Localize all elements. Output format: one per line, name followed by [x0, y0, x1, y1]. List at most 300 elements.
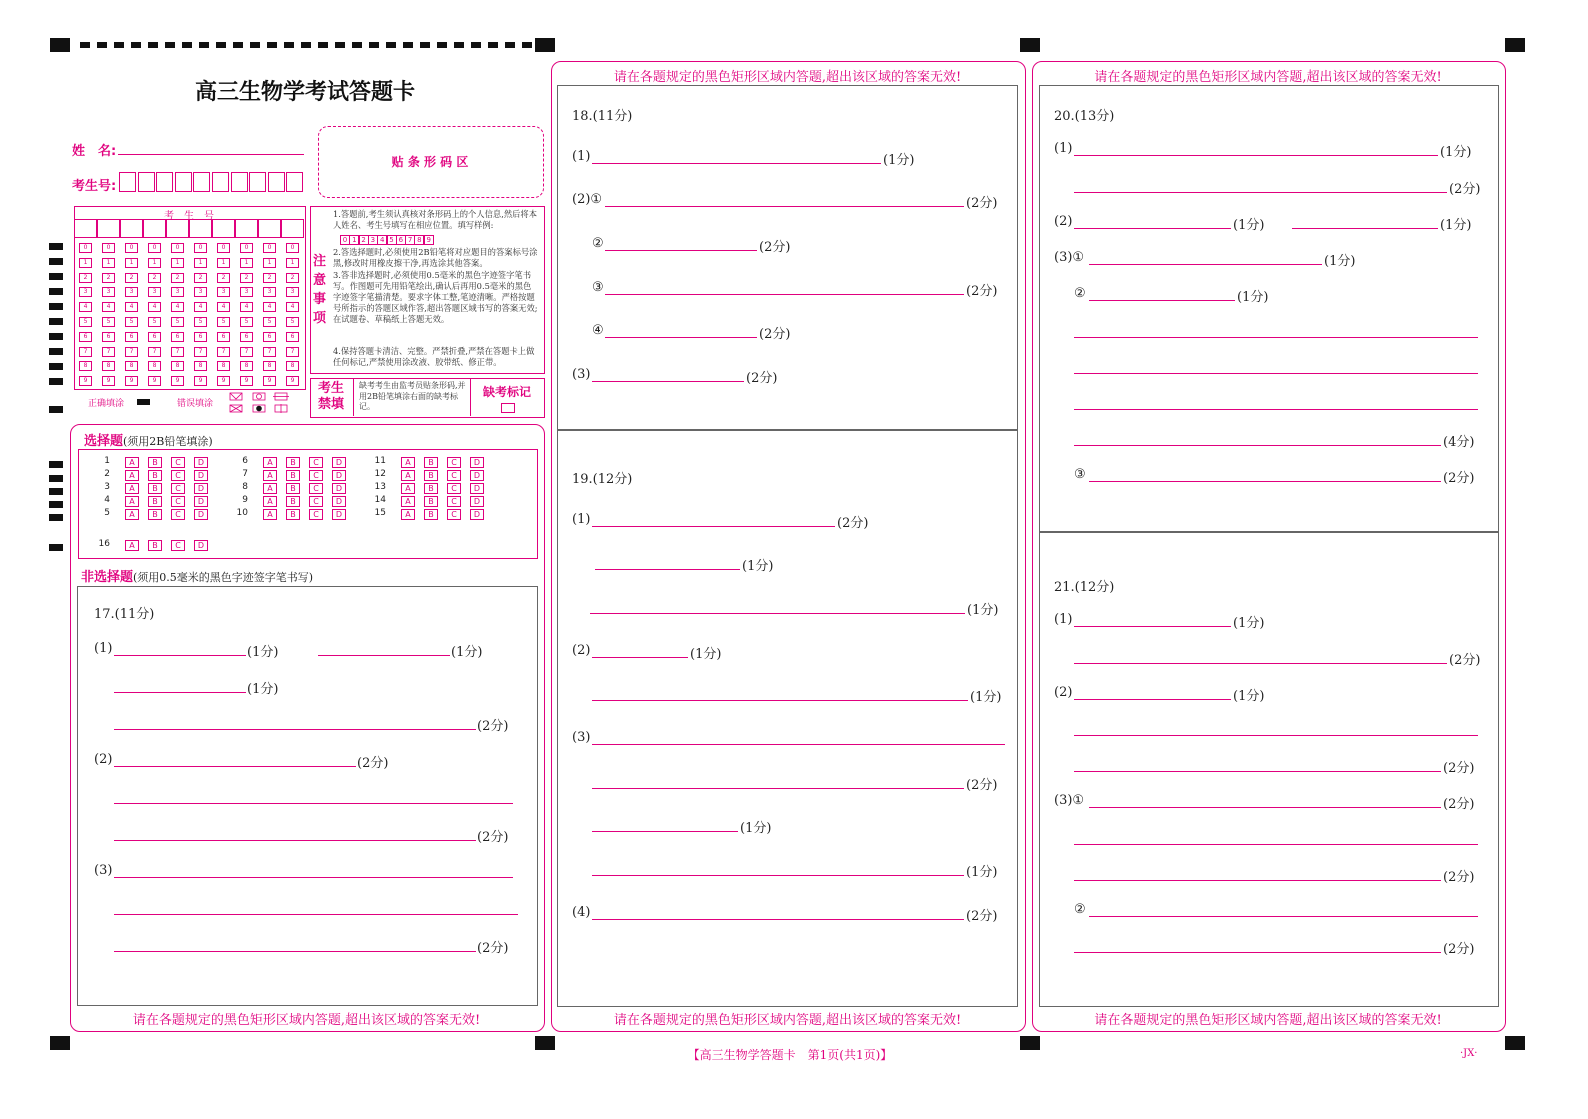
- exam-no-bubble[interactable]: 7: [217, 347, 230, 357]
- choice-option-bubble[interactable]: A: [125, 509, 139, 520]
- exam-no-write-cell[interactable]: [97, 219, 120, 238]
- choice-option-bubble[interactable]: D: [470, 483, 484, 494]
- q17-answer-line[interactable]: [114, 729, 476, 730]
- q21-answer-line[interactable]: [1074, 699, 1231, 700]
- exam-no-bubble[interactable]: 8: [102, 361, 115, 371]
- exam-no-bubble[interactable]: 7: [171, 347, 184, 357]
- exam-no-bubble[interactable]: 9: [194, 376, 207, 386]
- exam-no-bubble[interactable]: 9: [286, 376, 299, 386]
- exam-no-bubble[interactable]: 3: [194, 287, 207, 297]
- exam-no-bubble[interactable]: 1: [286, 258, 299, 268]
- exam-no-bubble[interactable]: 7: [148, 347, 161, 357]
- choice-answer-box: [78, 449, 538, 559]
- q17-score: (2分): [357, 756, 389, 771]
- absent-text: 缺考考生由监考员贴条形码,并用2B铅笔填涂右面的缺考标记。: [359, 381, 466, 411]
- timing-dash: [80, 42, 90, 48]
- exam-no-bubble[interactable]: 0: [125, 243, 138, 253]
- exam-no-write-cell[interactable]: [281, 219, 304, 238]
- exam-no-bubble[interactable]: 8: [194, 361, 207, 371]
- exam-no-write-cell[interactable]: [74, 219, 97, 238]
- exam-no-bubble[interactable]: 8: [286, 361, 299, 371]
- exam-no-bubble[interactable]: 5: [263, 317, 276, 327]
- exam-no-bubble[interactable]: 1: [125, 258, 138, 268]
- q19-score: (2分): [966, 778, 998, 793]
- exam-no-bubble[interactable]: 4: [217, 302, 230, 312]
- choice-option-bubble[interactable]: C: [309, 457, 323, 468]
- exam-no-bubble[interactable]: 9: [125, 376, 138, 386]
- exam-no-bubble[interactable]: 2: [263, 273, 276, 283]
- exam-no-bubble[interactable]: 1: [263, 258, 276, 268]
- exam-no-bubble[interactable]: 1: [194, 258, 207, 268]
- exam-no-bubble[interactable]: 5: [79, 317, 92, 327]
- choice-option-bubble[interactable]: C: [447, 483, 461, 494]
- choice-option-bubble[interactable]: B: [148, 483, 162, 494]
- exam-no-bubble[interactable]: 5: [194, 317, 207, 327]
- exam-no-write-cell[interactable]: [258, 219, 281, 238]
- choice-option-bubble[interactable]: A: [125, 470, 139, 481]
- choice-option-bubble[interactable]: A: [263, 496, 277, 507]
- barcode-label: 贴 条 形 码 区: [391, 155, 469, 169]
- q20-answer-line[interactable]: [1074, 445, 1441, 446]
- fill-sample-digit: 8: [414, 235, 424, 245]
- exam-no-bubble[interactable]: 2: [286, 273, 299, 283]
- exam-no-bubble[interactable]: 0: [102, 243, 115, 253]
- q19-answer-line[interactable]: [592, 831, 738, 832]
- choice-option-bubble[interactable]: D: [470, 496, 484, 507]
- exam-no-bubble[interactable]: 4: [102, 302, 115, 312]
- q20-score: (2分): [1443, 471, 1475, 486]
- choice-option-bubble[interactable]: B: [286, 483, 300, 494]
- exam-no-digit-box[interactable]: [119, 172, 136, 192]
- position-mark-bm1: [535, 1036, 555, 1050]
- choice-option-bubble[interactable]: D: [470, 457, 484, 468]
- exam-no-bubble[interactable]: 9: [79, 376, 92, 386]
- notes-label: 注 意 事 项: [313, 254, 327, 326]
- q19-answer-line[interactable]: [592, 526, 835, 527]
- choice-option-bubble[interactable]: A: [125, 457, 139, 468]
- exam-no-bubble[interactable]: 2: [240, 273, 253, 283]
- timing-side-mark: [49, 378, 63, 385]
- q19-answer-line[interactable]: [590, 613, 965, 614]
- q21-score: (1分): [1233, 689, 1265, 704]
- q20-answer-line[interactable]: [1089, 481, 1441, 482]
- exam-no-bubble[interactable]: 8: [217, 361, 230, 371]
- choice-option-bubble[interactable]: A: [263, 483, 277, 494]
- timing-side-mark: [49, 514, 63, 521]
- choice-option-bubble[interactable]: D: [194, 457, 208, 468]
- exam-no-bubble[interactable]: 3: [171, 287, 184, 297]
- exam-no-bubble[interactable]: 2: [125, 273, 138, 283]
- q21-answer-line[interactable]: [1074, 735, 1478, 736]
- exam-no-digit-box[interactable]: [231, 172, 248, 192]
- notes-item-4: 4.保持答题卡清洁、完整。严禁折叠,严禁在答题卡上做任何标记,严禁使用涂改液、胶带纸、修正带。: [333, 346, 535, 367]
- choice-option-bubble[interactable]: C: [309, 509, 323, 520]
- exam-no-bubble[interactable]: 4: [194, 302, 207, 312]
- exam-no-bubble[interactable]: 0: [79, 243, 92, 253]
- choice-option-bubble[interactable]: B: [424, 470, 438, 481]
- exam-no-bubble[interactable]: 0: [194, 243, 207, 253]
- exam-no-bubble[interactable]: 7: [240, 347, 253, 357]
- q20-answer-line[interactable]: [1089, 264, 1322, 265]
- q21-answer-line[interactable]: [1074, 626, 1231, 627]
- q21-answer-line[interactable]: [1074, 952, 1441, 953]
- q18-answer-line[interactable]: [605, 250, 757, 251]
- q18-score: (2分): [966, 196, 998, 211]
- choice-option-bubble[interactable]: D: [332, 457, 346, 468]
- notes-item-2: 2.答选择题时,必须使用2B铅笔将对应题目的答案标号涂黑,修改时用橡皮擦干净,再选涂其他答案。: [333, 247, 538, 268]
- q20-title: 20.(13分): [1054, 109, 1115, 124]
- timing-side-mark: [49, 333, 63, 340]
- choice-option-bubble[interactable]: A: [401, 470, 415, 481]
- exam-no-bubble[interactable]: 5: [125, 317, 138, 327]
- choice-question-number: 12: [374, 469, 386, 479]
- q17-answer-line[interactable]: [114, 951, 476, 952]
- q20-answer-line[interactable]: [1089, 300, 1235, 301]
- exam-no-bubble[interactable]: 0: [148, 243, 161, 253]
- exam-no-bubble[interactable]: 4: [125, 302, 138, 312]
- exam-no-bubble[interactable]: 4: [263, 302, 276, 312]
- exam-no-write-cell[interactable]: [143, 219, 166, 238]
- exam-no-bubble[interactable]: 9: [171, 376, 184, 386]
- exam-no-bubble[interactable]: 7: [79, 347, 92, 357]
- exam-no-bubble[interactable]: 9: [102, 376, 115, 386]
- q19-answer-line[interactable]: [592, 700, 968, 701]
- timing-dash: [97, 42, 107, 48]
- exam-no-bubble[interactable]: 7: [263, 347, 276, 357]
- exam-no-digit-box[interactable]: [249, 172, 266, 192]
- exam-no-bubble[interactable]: 5: [171, 317, 184, 327]
- choice-option-bubble[interactable]: A: [125, 496, 139, 507]
- q21-score: (2分): [1443, 870, 1475, 885]
- fill-sample-digit: 9: [424, 235, 434, 245]
- q18-answer-line[interactable]: [592, 163, 881, 164]
- q19-part3-label: (3): [572, 730, 591, 745]
- exam-no-bubble[interactable]: 6: [286, 332, 299, 342]
- q19-part2-label: (2): [572, 643, 591, 658]
- choice-option-bubble[interactable]: C: [171, 470, 185, 481]
- q19-part1-label: (1): [572, 512, 591, 527]
- exam-no-bubble[interactable]: 1: [171, 258, 184, 268]
- timing-side-mark: [49, 461, 63, 468]
- exam-no-write-cell[interactable]: [189, 219, 212, 238]
- choice-option-bubble[interactable]: B: [424, 496, 438, 507]
- q19-answer-line[interactable]: [592, 919, 964, 920]
- exam-no-bubble[interactable]: 4: [240, 302, 253, 312]
- exam-no-bubble[interactable]: 8: [148, 361, 161, 371]
- exam-no-digit-box[interactable]: [193, 172, 210, 192]
- exam-no-bubble[interactable]: 5: [148, 317, 161, 327]
- exam-no-bubble[interactable]: 4: [148, 302, 161, 312]
- exam-no-bubble[interactable]: 6: [263, 332, 276, 342]
- choice-option-bubble[interactable]: D: [470, 509, 484, 520]
- exam-no-bubble[interactable]: 8: [263, 361, 276, 371]
- q19-score: (1分): [967, 603, 999, 618]
- choice-option-bubble[interactable]: D: [194, 496, 208, 507]
- timing-dash: [267, 42, 277, 48]
- choice-option-bubble[interactable]: C: [447, 457, 461, 468]
- exam-no-bubble[interactable]: 5: [217, 317, 230, 327]
- exam-no-bubble[interactable]: 3: [148, 287, 161, 297]
- q17-title: 17.(11分): [94, 607, 155, 622]
- choice-question-number: 3: [104, 482, 110, 492]
- q21-answer-line[interactable]: [1074, 663, 1447, 664]
- choice-option-bubble[interactable]: B: [148, 457, 162, 468]
- warning-text-right-top: 请在各题规定的黑色矩形区域内答题,超出该区域的答案无效!: [1094, 70, 1442, 85]
- exam-no-bubble[interactable]: 9: [263, 376, 276, 386]
- exam-no-bubble[interactable]: 6: [194, 332, 207, 342]
- exam-no-write-cell[interactable]: [212, 219, 235, 238]
- choice-option-bubble[interactable]: C: [309, 483, 323, 494]
- exam-no-bubble[interactable]: 1: [240, 258, 253, 268]
- q20-answer-line[interactable]: [1074, 373, 1478, 374]
- q20-answer-line[interactable]: [1074, 192, 1447, 193]
- choice-option-bubble[interactable]: C: [171, 457, 185, 468]
- q17-score: (1分): [247, 645, 279, 660]
- choice-option-bubble[interactable]: D: [194, 483, 208, 494]
- choice-option-bubble[interactable]: A: [263, 457, 277, 468]
- exam-no-bubble[interactable]: 2: [194, 273, 207, 283]
- exam-no-bubble[interactable]: 8: [125, 361, 138, 371]
- correct-fill-label: 正确填涂: [88, 399, 125, 409]
- q17-part3-label: (3): [94, 863, 113, 878]
- exam-no-bubble[interactable]: 0: [263, 243, 276, 253]
- exam-no-bubble[interactable]: 0: [240, 243, 253, 253]
- q20-answer-line[interactable]: [1074, 337, 1478, 338]
- exam-no-bubble[interactable]: 1: [148, 258, 161, 268]
- exam-no-bubble[interactable]: 6: [217, 332, 230, 342]
- choice-option-bubble[interactable]: B: [148, 509, 162, 520]
- q20-answer-line[interactable]: [1292, 228, 1438, 229]
- q18-answer-line[interactable]: [592, 381, 744, 382]
- notes-item-1: 1.答题前,考生须认真核对条形码上的个人信息,然后将本人姓名、考生号填写在相应位置。填写样例:: [333, 209, 538, 230]
- choice-option-bubble[interactable]: C: [171, 496, 185, 507]
- choice-option-bubble[interactable]: B: [148, 496, 162, 507]
- q20-box: [1039, 85, 1499, 533]
- exam-no-digit-box[interactable]: [138, 172, 155, 192]
- q21-answer-line[interactable]: [1089, 916, 1478, 917]
- exam-no-bubble[interactable]: 3: [240, 287, 253, 297]
- q19-answer-line[interactable]: [592, 744, 1005, 745]
- exam-no-bubble[interactable]: 1: [79, 258, 92, 268]
- q20-part2-label: (2): [1054, 214, 1073, 229]
- choice-option-bubble[interactable]: D: [332, 496, 346, 507]
- choice-option-bubble[interactable]: A: [401, 496, 415, 507]
- q17-answer-line[interactable]: [114, 803, 513, 804]
- exam-no-bubble[interactable]: 5: [102, 317, 115, 327]
- q17-answer-line[interactable]: [114, 914, 518, 915]
- choice-option-bubble[interactable]: A: [125, 540, 139, 551]
- timing-dash: [335, 42, 345, 48]
- exam-no-bubble[interactable]: 6: [125, 332, 138, 342]
- choice-option-bubble[interactable]: D: [194, 540, 208, 551]
- timing-dash: [114, 42, 124, 48]
- exam-no-bubble[interactable]: 6: [148, 332, 161, 342]
- exam-no-bubble[interactable]: 3: [102, 287, 115, 297]
- q21-answer-line[interactable]: [1074, 844, 1478, 845]
- choice-option-bubble[interactable]: D: [194, 509, 208, 520]
- q17-answer-line[interactable]: [114, 655, 246, 656]
- choice-option-bubble[interactable]: D: [332, 509, 346, 520]
- q17-answer-line[interactable]: [318, 655, 450, 656]
- exam-no-bubble[interactable]: 8: [79, 361, 92, 371]
- timing-dash: [182, 42, 192, 48]
- choice-option-bubble[interactable]: D: [194, 470, 208, 481]
- choice-option-bubble[interactable]: B: [286, 457, 300, 468]
- q19-answer-line[interactable]: [592, 788, 964, 789]
- exam-no-bubble[interactable]: 3: [286, 287, 299, 297]
- choice-question-number: 2: [104, 469, 110, 479]
- q20-part3-sub3-label: ③: [1074, 467, 1086, 482]
- q18-box: [557, 85, 1018, 431]
- choice-option-bubble[interactable]: B: [424, 457, 438, 468]
- exam-no-digit-box[interactable]: [175, 172, 192, 192]
- q18-score: (2分): [966, 284, 998, 299]
- q17-score: (1分): [451, 645, 483, 660]
- correct-fill-sample: [137, 399, 150, 405]
- exam-no-bubble[interactable]: 0: [286, 243, 299, 253]
- exam-no-digit-box[interactable]: [156, 172, 173, 192]
- choice-question-number: 8: [242, 482, 248, 492]
- exam-no-bubble[interactable]: 7: [194, 347, 207, 357]
- q18-answer-line[interactable]: [605, 294, 964, 295]
- exam-no-bubble[interactable]: 3: [125, 287, 138, 297]
- q20-answer-line[interactable]: [1074, 228, 1231, 229]
- exam-no-write-cell[interactable]: [235, 219, 258, 238]
- q18-answer-line[interactable]: [605, 337, 757, 338]
- q19-answer-line[interactable]: [592, 875, 964, 876]
- exam-no-bubble[interactable]: 1: [217, 258, 230, 268]
- choice-option-bubble[interactable]: B: [424, 509, 438, 520]
- exam-no-digit-box[interactable]: [268, 172, 285, 192]
- exam-no-bubble[interactable]: 7: [102, 347, 115, 357]
- exam-no-write-cell[interactable]: [120, 219, 143, 238]
- q21-answer-line[interactable]: [1089, 807, 1441, 808]
- choice-option-bubble[interactable]: C: [171, 540, 185, 551]
- choice-option-bubble[interactable]: C: [309, 470, 323, 481]
- exam-no-bubble[interactable]: 3: [79, 287, 92, 297]
- exam-no-bubble[interactable]: 8: [171, 361, 184, 371]
- q17-answer-line[interactable]: [114, 692, 246, 693]
- choice-question-number: 14: [374, 495, 386, 505]
- choice-option-bubble[interactable]: D: [470, 470, 484, 481]
- notes-item-3: 3.答非选择题时,必须使用0.5毫米的黑色字迹签字笔书写。作图题可先用铅笔绘出,确认后再用0.5毫米的黑色字迹签字笔描清楚。要求字体工整,笔迹清晰。严格按题号所指示的答题区域作答,超出答题区域书写的答案无效;在试题卷、草稿纸上答题无效。: [333, 270, 538, 324]
- q17-part2-label: (2): [94, 752, 113, 767]
- exam-no-bubble[interactable]: 7: [125, 347, 138, 357]
- absent-mark-bubble[interactable]: [501, 403, 515, 413]
- q17-answer-line[interactable]: [114, 766, 356, 767]
- q21-part2-label: (2): [1054, 685, 1073, 700]
- q17-answer-line[interactable]: [114, 877, 513, 878]
- exam-no-bubble[interactable]: 6: [240, 332, 253, 342]
- q17-answer-line[interactable]: [114, 840, 476, 841]
- exam-no-bubble[interactable]: 9: [217, 376, 230, 386]
- exam-no-bubble[interactable]: 8: [240, 361, 253, 371]
- exam-no-bubble[interactable]: 4: [79, 302, 92, 312]
- timing-side-mark: [49, 363, 63, 370]
- timing-dash: [471, 42, 481, 48]
- choice-option-bubble[interactable]: A: [401, 509, 415, 520]
- exam-no-write-cell[interactable]: [166, 219, 189, 238]
- choice-option-bubble[interactable]: C: [171, 509, 185, 520]
- exam-no-bubble[interactable]: 0: [217, 243, 230, 253]
- choice-option-bubble[interactable]: B: [148, 470, 162, 481]
- exam-no-bubble[interactable]: 6: [102, 332, 115, 342]
- exam-no-bubble[interactable]: 7: [286, 347, 299, 357]
- exam-no-bubble[interactable]: 9: [240, 376, 253, 386]
- choice-option-bubble[interactable]: D: [332, 470, 346, 481]
- exam-no-bubble[interactable]: 2: [217, 273, 230, 283]
- exam-no-bubble[interactable]: 3: [263, 287, 276, 297]
- exam-no-bubble[interactable]: 5: [286, 317, 299, 327]
- q21-answer-line[interactable]: [1074, 771, 1441, 772]
- q21-answer-line[interactable]: [1074, 880, 1441, 881]
- q17-score: (2分): [477, 941, 509, 956]
- q19-answer-line[interactable]: [592, 657, 688, 658]
- q20-answer-line[interactable]: [1074, 409, 1478, 410]
- exam-no-bubble[interactable]: 2: [102, 273, 115, 283]
- exam-no-bubble[interactable]: 4: [286, 302, 299, 312]
- choice-option-bubble[interactable]: D: [332, 483, 346, 494]
- q20-score: (1分): [1440, 145, 1472, 160]
- exam-no-bubble[interactable]: 3: [217, 287, 230, 297]
- choice-question-number: 13: [374, 482, 386, 492]
- exam-no-digit-box[interactable]: [286, 172, 303, 192]
- choice-option-bubble[interactable]: B: [424, 483, 438, 494]
- q19-answer-line[interactable]: [595, 569, 740, 570]
- timing-dash: [437, 42, 447, 48]
- timing-dash: [250, 42, 260, 48]
- choice-option-bubble[interactable]: C: [447, 496, 461, 507]
- choice-option-bubble[interactable]: B: [148, 540, 162, 551]
- exam-no-bubble[interactable]: 1: [102, 258, 115, 268]
- exam-no-bubble[interactable]: 0: [171, 243, 184, 253]
- choice-option-bubble[interactable]: C: [447, 470, 461, 481]
- q21-score: (1分): [1233, 616, 1265, 631]
- fill-sample-digit: 7: [405, 235, 415, 245]
- q20-answer-line[interactable]: [1074, 155, 1438, 156]
- exam-no-digit-box[interactable]: [212, 172, 229, 192]
- choice-option-bubble[interactable]: A: [125, 483, 139, 494]
- choice-option-bubble[interactable]: A: [401, 483, 415, 494]
- exam-no-bubble[interactable]: 2: [79, 273, 92, 283]
- exam-no-bubble[interactable]: 2: [171, 273, 184, 283]
- exam-no-bubble[interactable]: 6: [171, 332, 184, 342]
- exam-no-bubble[interactable]: 5: [240, 317, 253, 327]
- name-field[interactable]: [118, 154, 304, 155]
- q20-score: (1分): [1233, 218, 1265, 233]
- choice-question-number: 5: [104, 508, 110, 518]
- q18-answer-line[interactable]: [605, 206, 964, 207]
- exam-no-bubble[interactable]: 9: [148, 376, 161, 386]
- choice-option-bubble[interactable]: B: [286, 470, 300, 481]
- fill-sample-digit: 1: [349, 235, 359, 245]
- choice-option-bubble[interactable]: B: [286, 496, 300, 507]
- choice-option-bubble[interactable]: C: [447, 509, 461, 520]
- choice-option-bubble[interactable]: A: [263, 509, 277, 520]
- choice-option-bubble[interactable]: A: [263, 470, 277, 481]
- choice-option-bubble[interactable]: C: [171, 483, 185, 494]
- q20-score: (1分): [1324, 254, 1356, 269]
- q18-score: (2分): [746, 371, 778, 386]
- choice-option-bubble[interactable]: A: [401, 457, 415, 468]
- exam-no-bubble[interactable]: 6: [79, 332, 92, 342]
- choice-option-bubble[interactable]: B: [286, 509, 300, 520]
- choice-option-bubble[interactable]: C: [309, 496, 323, 507]
- exam-no-bubble[interactable]: 4: [171, 302, 184, 312]
- exam-no-bubble[interactable]: 2: [148, 273, 161, 283]
- q19-title: 19.(12分): [572, 472, 633, 487]
- timing-side-mark: [49, 258, 63, 265]
